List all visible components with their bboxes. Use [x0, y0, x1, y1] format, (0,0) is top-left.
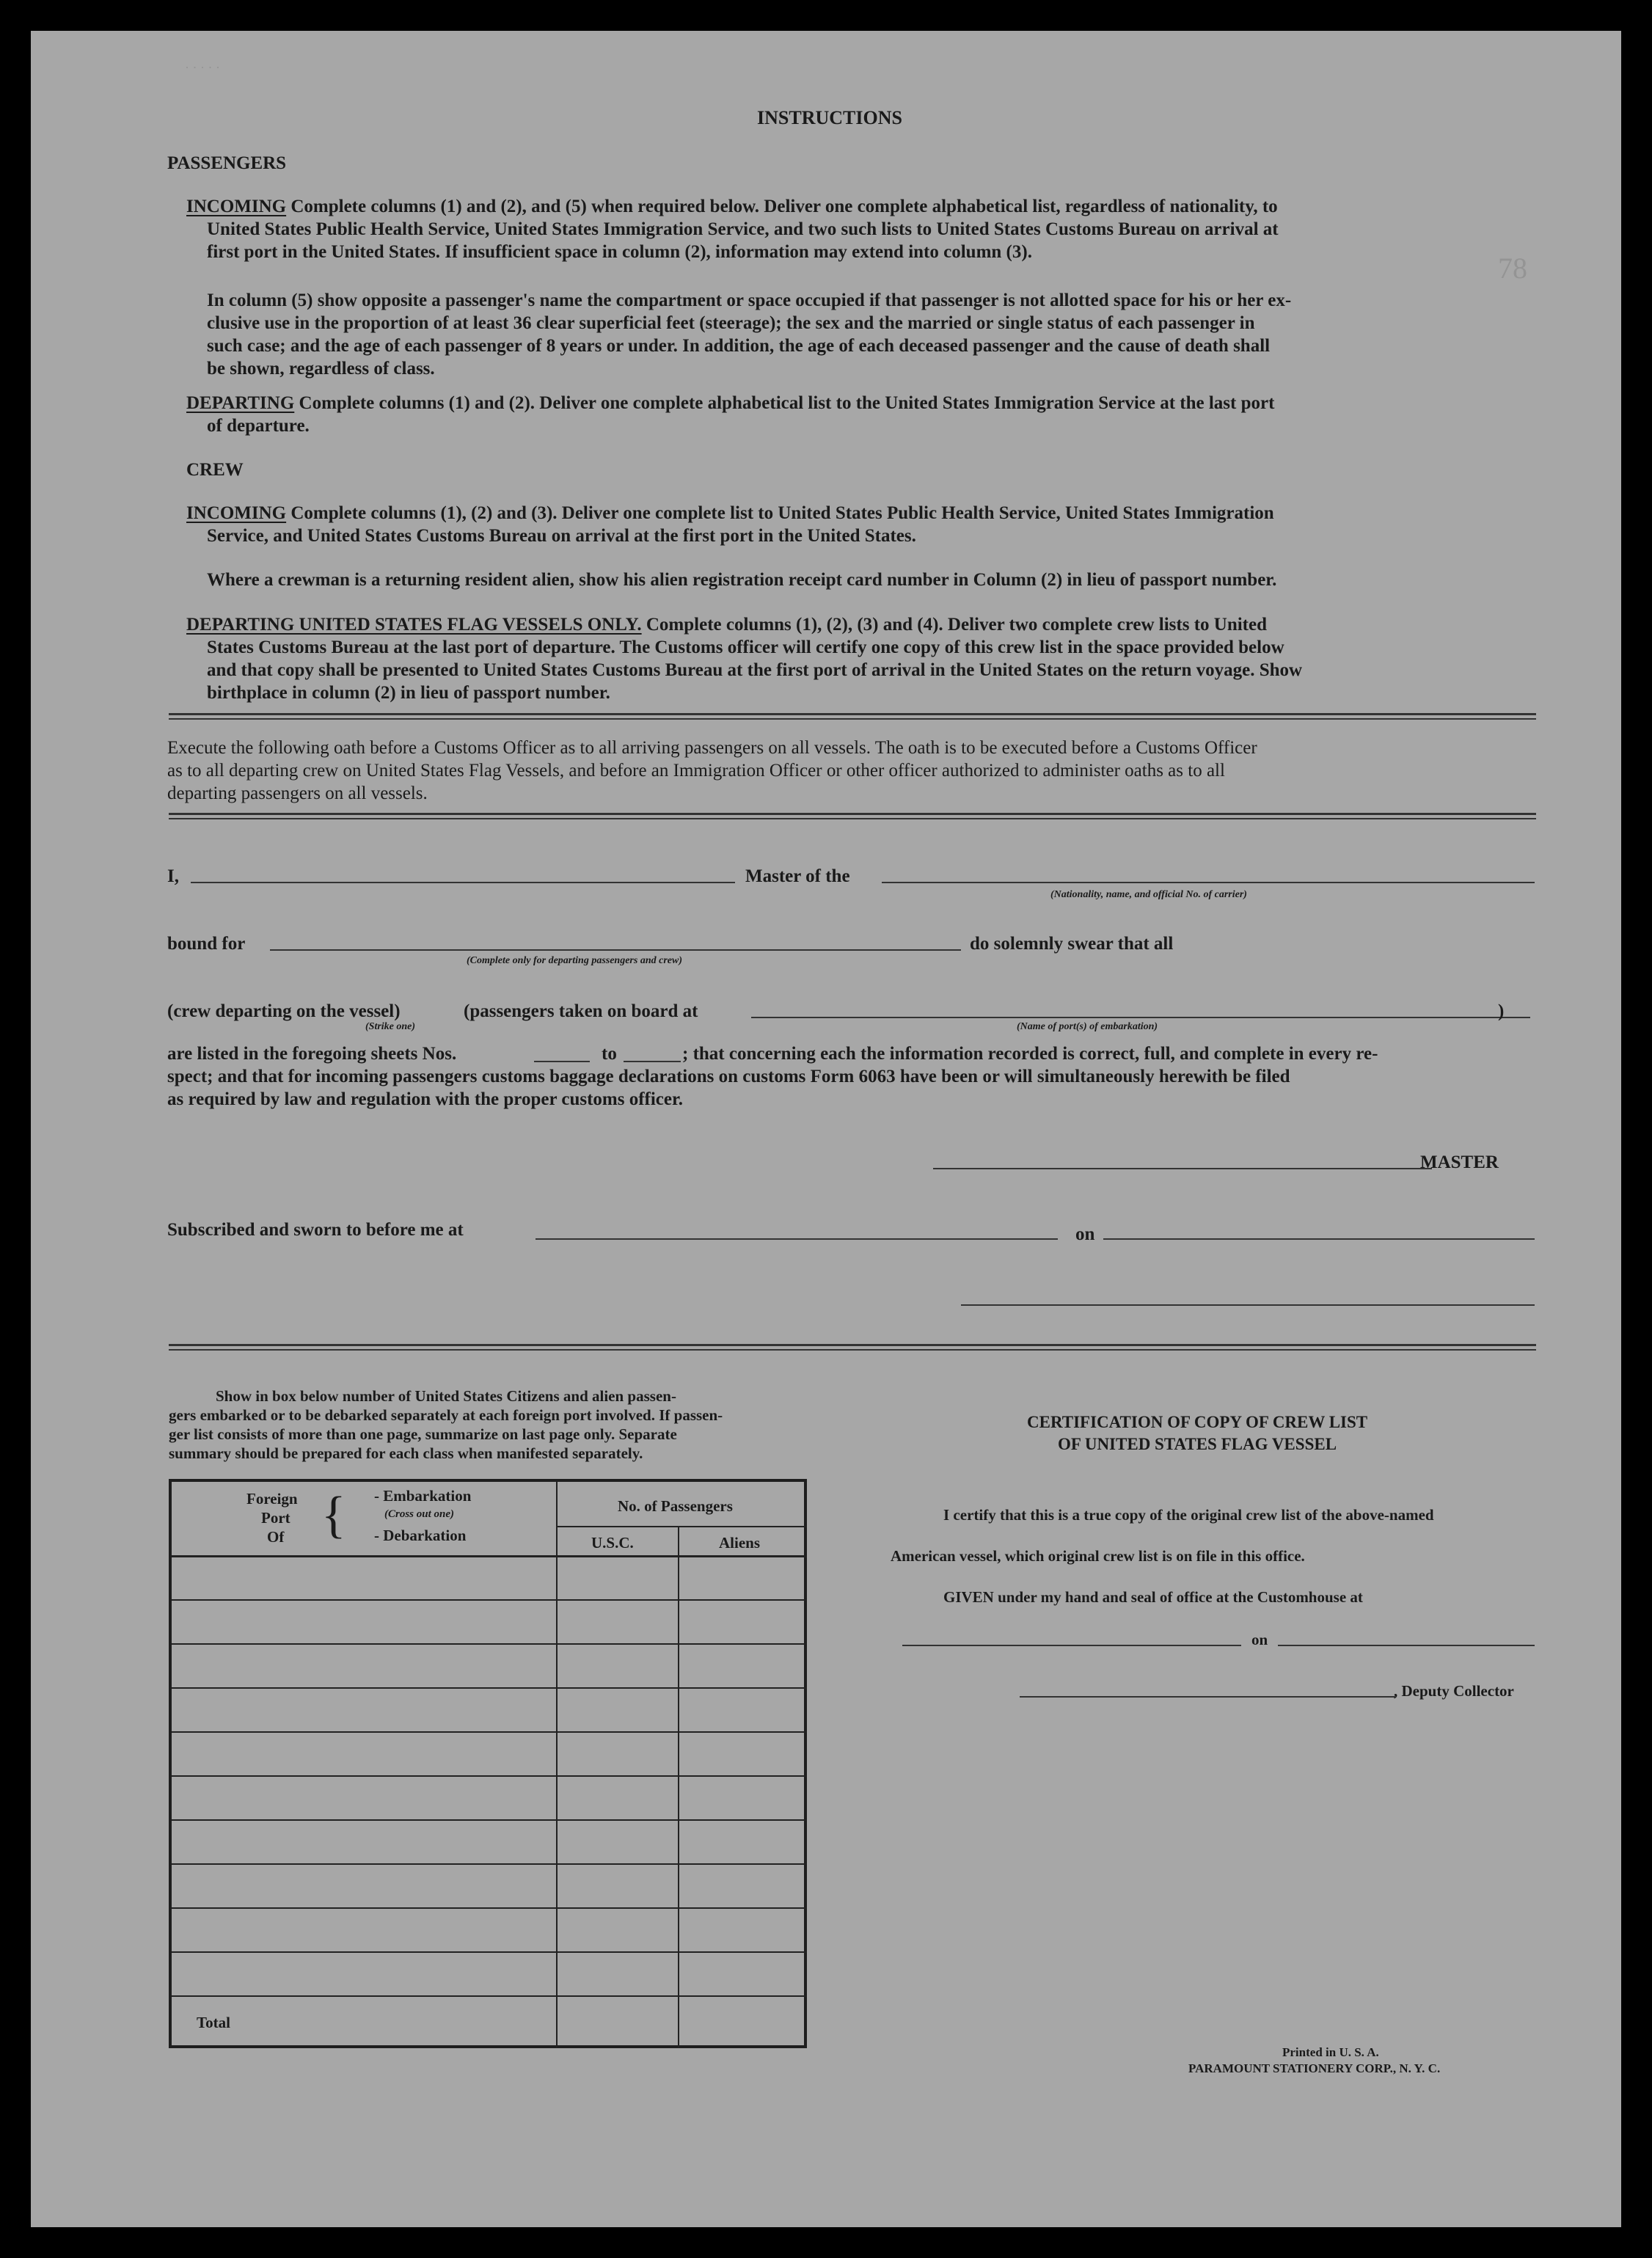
- listed-prefix: are listed in the foregoing sheets Nos.: [167, 1044, 457, 1064]
- aliens-header: Aliens: [719, 1534, 761, 1552]
- divider: [169, 718, 1536, 720]
- carrier-field[interactable]: [882, 882, 1535, 883]
- table-row[interactable]: [172, 1599, 807, 1601]
- bound-for-label: bound for: [167, 934, 246, 954]
- crew-incoming-label: INCOMING: [186, 503, 287, 523]
- column-divider: [678, 1527, 679, 2048]
- divider: [169, 1349, 1536, 1351]
- bleed-through-mark: · · · · ·: [185, 60, 220, 75]
- brace-icon: {: [321, 1487, 346, 1543]
- certification-heading-line1: CERTIFICATION OF COPY OF CREW LIST: [1027, 1413, 1368, 1431]
- customhouse-field[interactable]: [902, 1645, 1241, 1646]
- certification-date-field[interactable]: [1278, 1645, 1535, 1646]
- embarkation-option: - Embarkation: [374, 1487, 472, 1505]
- crew-departing-paragraph: DEPARTING UNITED STATES FLAG VESSELS ONLY. Complete columns (1), (2), (3) and (4). Deliver two complete crew lists to United States Customs Bureau at the last port of departure. The Customs officer will certify one copy of this crew list in the space provided below and that copy shall be presented to United States Customs Bureau at the first port of arrival in the United States on the return voyage. Show birthplace in column (2) in lieu of passport number.: [186, 615, 1303, 703]
- master-name-field[interactable]: [191, 882, 735, 883]
- table-row[interactable]: [172, 1819, 807, 1821]
- column-divider: [556, 1482, 558, 2048]
- table-row[interactable]: [172, 1687, 807, 1689]
- sworn-on-label: on: [1075, 1224, 1095, 1244]
- port-embarkation-field[interactable]: [751, 1017, 1530, 1018]
- instructions-title: INSTRUCTIONS: [757, 107, 902, 128]
- master-label: MASTER: [1420, 1152, 1499, 1172]
- port-note: (Name of port(s) of embarkation): [1017, 1021, 1158, 1032]
- crew-heading: CREW: [186, 460, 244, 480]
- oath-i-label: I,: [167, 866, 179, 886]
- officer-signature-field[interactable]: [961, 1304, 1535, 1306]
- listed-suffix: ; that concerning each the information recorded is correct, full, and complete in every re-: [682, 1044, 1378, 1064]
- table-row[interactable]: [172, 1995, 807, 1997]
- debarkation-option: - Debarkation: [374, 1527, 467, 1544]
- oath-intro: Execute the following oath before a Customs Officer as to all arriving passengers on all vessels. The oath is to be executed before a Customs Officer as to all departing crew on United States Flag Vessels, and before an Immigration Officer or other officer authorized to administer oaths as to all departing passengers on all vessels.: [167, 738, 1257, 803]
- sworn-date-field[interactable]: [1103, 1238, 1535, 1240]
- table-row[interactable]: [172, 1951, 807, 1953]
- bound-for-field[interactable]: [270, 949, 961, 951]
- departing-label: DEPARTING: [186, 393, 295, 413]
- divider: [169, 713, 1536, 715]
- printed-in-usa: Printed in U. S. A.: [1282, 2045, 1379, 2059]
- carrier-note: (Nationality, name, and official No. of carrier): [1050, 889, 1247, 900]
- divider: [169, 818, 1536, 819]
- oath-line3: as required by law and regulation with the proper customs officer.: [167, 1089, 684, 1109]
- crew-departing-option: (crew departing on the vessel): [167, 1001, 401, 1021]
- passengers-heading: PASSENGERS: [167, 153, 287, 173]
- usc-header: U.S.C.: [591, 1534, 634, 1552]
- no-passengers-header: No. of Passengers: [618, 1497, 733, 1515]
- cross-out-note: (Cross out one): [384, 1508, 455, 1520]
- certification-line2: American vessel, which original crew list is on file in this office.: [891, 1547, 1305, 1565]
- bound-for-note: (Complete only for departing passengers and crew): [467, 955, 682, 966]
- sheet-from-field[interactable]: [534, 1061, 590, 1062]
- passengers-taken-option: (passengers taken on board at: [464, 1001, 698, 1021]
- passenger-summary-table: [169, 1479, 807, 2048]
- form-page: [31, 31, 1621, 2227]
- table-row[interactable]: [172, 1775, 807, 1777]
- listed-to: to: [602, 1044, 617, 1064]
- passengers-departing-paragraph: DEPARTING Complete columns (1) and (2). Deliver one complete alphabetical list to the United States Immigration Service at the last port of departure.: [186, 393, 1275, 436]
- close-paren: ): [1498, 1001, 1505, 1021]
- passengers-incoming-paragraph: INCOMING Complete columns (1) and (2), and (5) when required below. Deliver one complete alphabetical list, regardless of nationality, to United States Public Health Service, United States Immigration Service, and two such lists to United States Customs Bureau on arrival at first port in the United States. If insufficient space in column (2), information may extend into column (3).: [186, 197, 1279, 262]
- oath-line2: spect; and that for incoming passengers customs baggage declarations on customs Form 6063 have been or will simultaneously herewith be filed: [167, 1067, 1290, 1086]
- master-of-the-label: Master of the: [745, 866, 850, 886]
- sheet-to-field[interactable]: [624, 1061, 681, 1062]
- foreign-label: Foreign: [246, 1490, 298, 1508]
- divider: [169, 1344, 1536, 1346]
- certification-heading-line2: OF UNITED STATES FLAG VESSEL: [1058, 1435, 1337, 1453]
- bleed-through-mark: 78: [1498, 252, 1527, 285]
- certification-line1: I certify that this is a true copy of the original crew list of the above-named: [943, 1506, 1434, 1524]
- header-divider: [556, 1526, 807, 1527]
- swear-label: do solemnly swear that all: [970, 934, 1174, 954]
- deputy-collector-signature-field[interactable]: [1020, 1696, 1395, 1698]
- table-row[interactable]: [172, 1643, 807, 1645]
- incoming-label: INCOMING: [186, 197, 287, 216]
- table-row[interactable]: [172, 1863, 807, 1865]
- master-signature-field[interactable]: [933, 1168, 1432, 1169]
- subscribed-label: Subscribed and sworn to before me at: [167, 1220, 464, 1240]
- resident-alien-note: Where a crewman is a returning resident alien, show his alien registration receipt card number in Column (2) in lieu of passport number.: [207, 570, 1277, 590]
- port-label: Port: [261, 1509, 290, 1527]
- table-row[interactable]: [172, 1907, 807, 1909]
- column5-paragraph: In column (5) show opposite a passenger's name the compartment or space occupied if that passenger is not allotted space for his or her ex- clusive use in the proportion of at least 36 clear superficial feet (steerage); the sex and the married or single status of each passenger in such case; and the age of each passenger of 8 years or under. In addition, the age of each deceased passenger and the cause of death shall be shown, regardless of class.: [207, 291, 1292, 379]
- sworn-location-field[interactable]: [536, 1238, 1058, 1240]
- printer-name: PARAMOUNT STATIONERY CORP., N. Y. C.: [1188, 2061, 1441, 2075]
- of-label: Of: [267, 1528, 285, 1546]
- crew-incoming-paragraph: INCOMING Complete columns (1), (2) and (3). Deliver one complete list to United States Public Health Service, United States Immigration Service, and United States Customs Bureau on arrival at the first port in the United States.: [186, 503, 1274, 546]
- certification-on-label: on: [1251, 1631, 1268, 1648]
- total-label: Total: [197, 2014, 230, 2031]
- divider: [169, 813, 1536, 815]
- header-bottom-rule: [172, 1555, 807, 1557]
- summary-instructions: Show in box below number of United States Citizens and alien passen- gers embarked or to be debarked separately at each foreign port involved. If passen- ger list consists of more than one page, summarize on last page only. Separate summary should be prepared for each class when manifested separately.: [169, 1387, 723, 1462]
- table-row[interactable]: [172, 1731, 807, 1733]
- strike-note: (Strike one): [365, 1021, 416, 1032]
- crew-departing-label: DEPARTING UNITED STATES FLAG VESSELS ONLY.: [186, 615, 642, 635]
- deputy-collector-label: , Deputy Collector: [1394, 1682, 1514, 1700]
- certification-given: GIVEN under my hand and seal of office at the Customhouse at: [943, 1588, 1363, 1606]
